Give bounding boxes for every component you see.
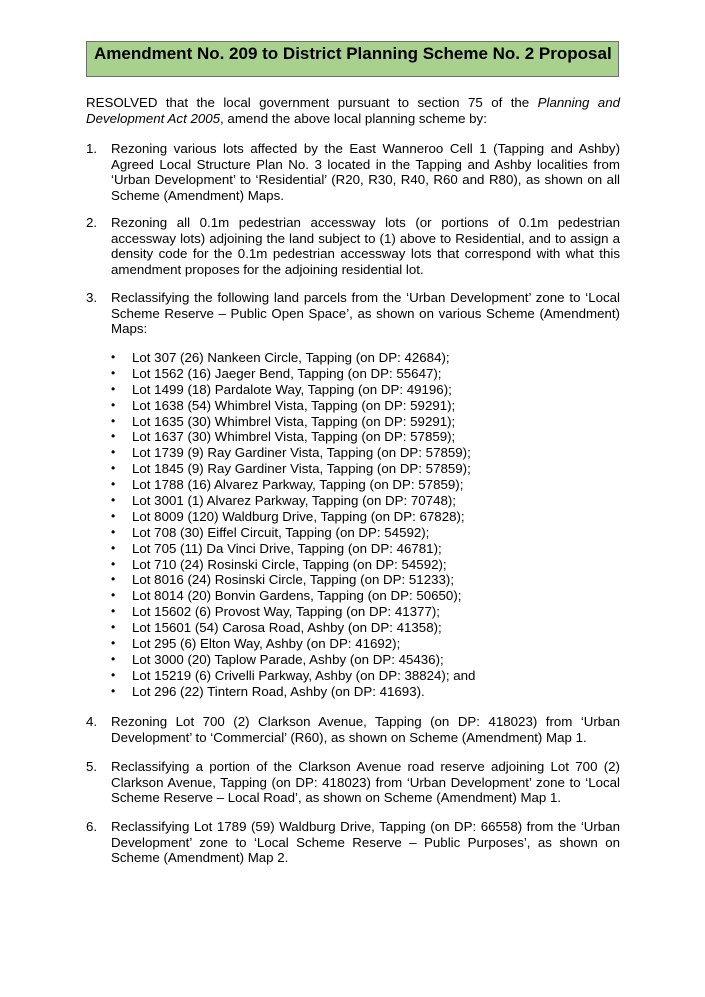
- intro-text-before: RESOLVED that the local government pursuant to section 75 of the: [86, 95, 538, 110]
- list-item: [111, 604, 611, 620]
- item-number-4: 4.: [86, 714, 98, 729]
- lot-text: Lot 1562 (16) Jaeger Bend, Tapping (on DP: 55647);: [132, 365, 442, 381]
- intro-text-after: , amend the above local planning scheme by:: [220, 110, 487, 126]
- bullet-icon: •: [111, 493, 116, 508]
- lot-list: [111, 350, 611, 700]
- bullet-icon: •: [111, 572, 116, 587]
- list-item: [111, 541, 611, 557]
- lot-text: Lot 296 (22) Tintern Road, Ashby (on DP: 41693).: [132, 683, 425, 699]
- bullet-icon: •: [111, 524, 116, 539]
- item-number-5: 5.: [86, 759, 98, 774]
- bullet-icon: •: [111, 413, 116, 428]
- list-item: [111, 572, 611, 588]
- list-item: [111, 366, 611, 382]
- item-number-6: 6.: [86, 819, 98, 834]
- lot-text: Lot 708 (30) Eiffel Circuit, Tapping (on DP: 54592);: [132, 524, 430, 540]
- bullet-icon: •: [111, 620, 116, 635]
- list-item: [111, 477, 611, 493]
- list-item: [111, 652, 611, 668]
- lot-text: Lot 1739 (9) Ray Gardiner Vista, Tapping (on DP: 57859);: [132, 445, 471, 461]
- bullet-icon: •: [111, 397, 116, 412]
- bullet-icon: •: [111, 445, 116, 460]
- lot-text: Lot 295 (6) Elton Way, Ashby (on DP: 41692);: [132, 636, 401, 652]
- list-item: [111, 461, 611, 477]
- list-item: [111, 557, 611, 573]
- bullet-icon: •: [111, 365, 116, 380]
- lot-text: Lot 1845 (9) Ray Gardiner Vista, Tapping (on DP: 57859);: [132, 461, 471, 477]
- item-text-5: Reclassifying a portion of the Clarkson Avenue road reserve adjoining Lot 700 (2) Clarkson Avenue, Tapping (on DP: 418023) from ‘Urban Development’ zone to ‘Local Scheme Reserve – Local Road’, as shown on Scheme (Amendment) Map 1.: [111, 759, 620, 805]
- lot-text: Lot 15602 (6) Provost Way, Tapping (on DP: 41377);: [132, 604, 440, 620]
- bullet-icon: •: [111, 588, 116, 603]
- lot-text: Lot 15219 (6) Crivelli Parkway, Ashby (on DP: 38824); and: [132, 667, 476, 683]
- lot-text: Lot 8014 (20) Bonvin Gardens, Tapping (on DP: 50650);: [132, 588, 462, 604]
- lot-text: Lot 1499 (18) Pardalote Way, Tapping (on DP: 49196);: [132, 381, 452, 397]
- item-text-4: Rezoning Lot 700 (2) Clarkson Avenue, Tapping (on DP: 418023) from ‘Urban Development’ to ‘Commercial’ (R60), as shown on Scheme (Amendment) Map 1.: [111, 714, 620, 745]
- bullet-icon: •: [111, 477, 116, 492]
- bullet-icon: •: [111, 667, 116, 682]
- list-item: [111, 509, 611, 525]
- list-item: [111, 350, 611, 366]
- bullet-icon: •: [111, 636, 116, 651]
- list-item: [111, 445, 611, 461]
- bullet-icon: •: [111, 540, 116, 555]
- lot-text: Lot 3001 (1) Alvarez Parkway, Tapping (on DP: 70748);: [132, 493, 456, 509]
- list-item: [111, 668, 611, 684]
- title-box: [86, 41, 619, 77]
- bullet-icon: •: [111, 604, 116, 619]
- list-item: [111, 398, 611, 414]
- bullet-icon: •: [111, 508, 116, 523]
- bullet-icon: •: [111, 350, 116, 364]
- lot-text: Lot 710 (24) Rosinski Circle, Tapping (on DP: 54592);: [132, 556, 447, 572]
- bullet-icon: •: [111, 461, 116, 476]
- lot-text: Lot 1635 (30) Whimbrel Vista, Tapping (on DP: 59291);: [132, 413, 456, 429]
- list-item: [111, 588, 611, 604]
- act-name: Planning and Development Act 2005: [86, 95, 620, 126]
- lot-text: Lot 8016 (24) Rosinski Circle, Tapping (on DP: 51233);: [132, 572, 455, 588]
- bullet-icon: •: [111, 683, 116, 698]
- item-text-6: Reclassifying Lot 1789 (59) Waldburg Drive, Tapping (on DP: 66558) from the ‘Urban Development’ zone to ‘Local Scheme Reserve – Public Purposes’, as shown on Scheme (Amendment) Map 2.: [111, 819, 620, 865]
- lot-text: Lot 1788 (16) Alvarez Parkway, Tapping (on DP: 57859);: [132, 477, 464, 493]
- lot-text: Lot 15601 (54) Carosa Road, Ashby (on DP: 41358);: [132, 620, 442, 636]
- page-title: Amendment No. 209 to District Planning Scheme No. 2 Proposal: [94, 44, 612, 63]
- item-text-2: Rezoning all 0.1m pedestrian accessway lots (or portions of 0.1m pedestrian accessway lots) adjoining the land subject to (1) above to Residential, and to assign a density code for the 0.1m pedestrian accessway lots that correspond with what this amendment proposes for the adjoining residential lot.: [111, 215, 620, 277]
- item-number-1: 1.: [86, 141, 98, 156]
- list-item: [111, 684, 611, 700]
- list-item: [111, 636, 611, 652]
- bullet-icon: •: [111, 556, 116, 571]
- intro-paragraph: [86, 95, 620, 126]
- lot-text: Lot 1638 (54) Whimbrel Vista, Tapping (on DP: 59291);: [132, 397, 456, 413]
- item-number-3: 3.: [86, 290, 98, 305]
- lot-text: Lot 705 (11) Da Vinci Drive, Tapping (on DP: 46781);: [132, 540, 442, 556]
- item-text-1: Rezoning various lots affected by the East Wanneroo Cell 1 (Tapping and Ashby) Agreed Local Structure Plan No. 3 located in the Tapping and Ashby localities from ‘Urban Development’ to ‘Residential’ (R20, R30, R40, R60 and R80), as shown on all Scheme (Amendment) Maps.: [111, 141, 620, 203]
- list-item: [111, 493, 611, 509]
- lot-text: Lot 8009 (120) Waldburg Drive, Tapping (on DP: 67828);: [132, 508, 465, 524]
- lot-text: Lot 1637 (30) Whimbrel Vista, Tapping (on DP: 57859);: [132, 429, 456, 445]
- list-item: [111, 429, 611, 445]
- list-item: [111, 620, 611, 636]
- lot-text: Lot 307 (26) Nankeen Circle, Tapping (on DP: 42684);: [132, 350, 450, 365]
- list-item: [111, 525, 611, 541]
- bullet-icon: •: [111, 429, 116, 444]
- list-item: [111, 414, 611, 430]
- bullet-icon: •: [111, 381, 116, 396]
- bullet-icon: •: [111, 651, 116, 666]
- item-number-2: 2.: [86, 215, 98, 230]
- list-item: [111, 382, 611, 398]
- lot-text: Lot 3000 (20) Taplow Parade, Ashby (on DP: 45436);: [132, 651, 444, 667]
- item-text-3: Reclassifying the following land parcels from the ‘Urban Development’ zone to ‘Local Scheme Reserve – Public Open Space’, as shown on various Scheme (Amendment) Maps:: [111, 290, 620, 336]
